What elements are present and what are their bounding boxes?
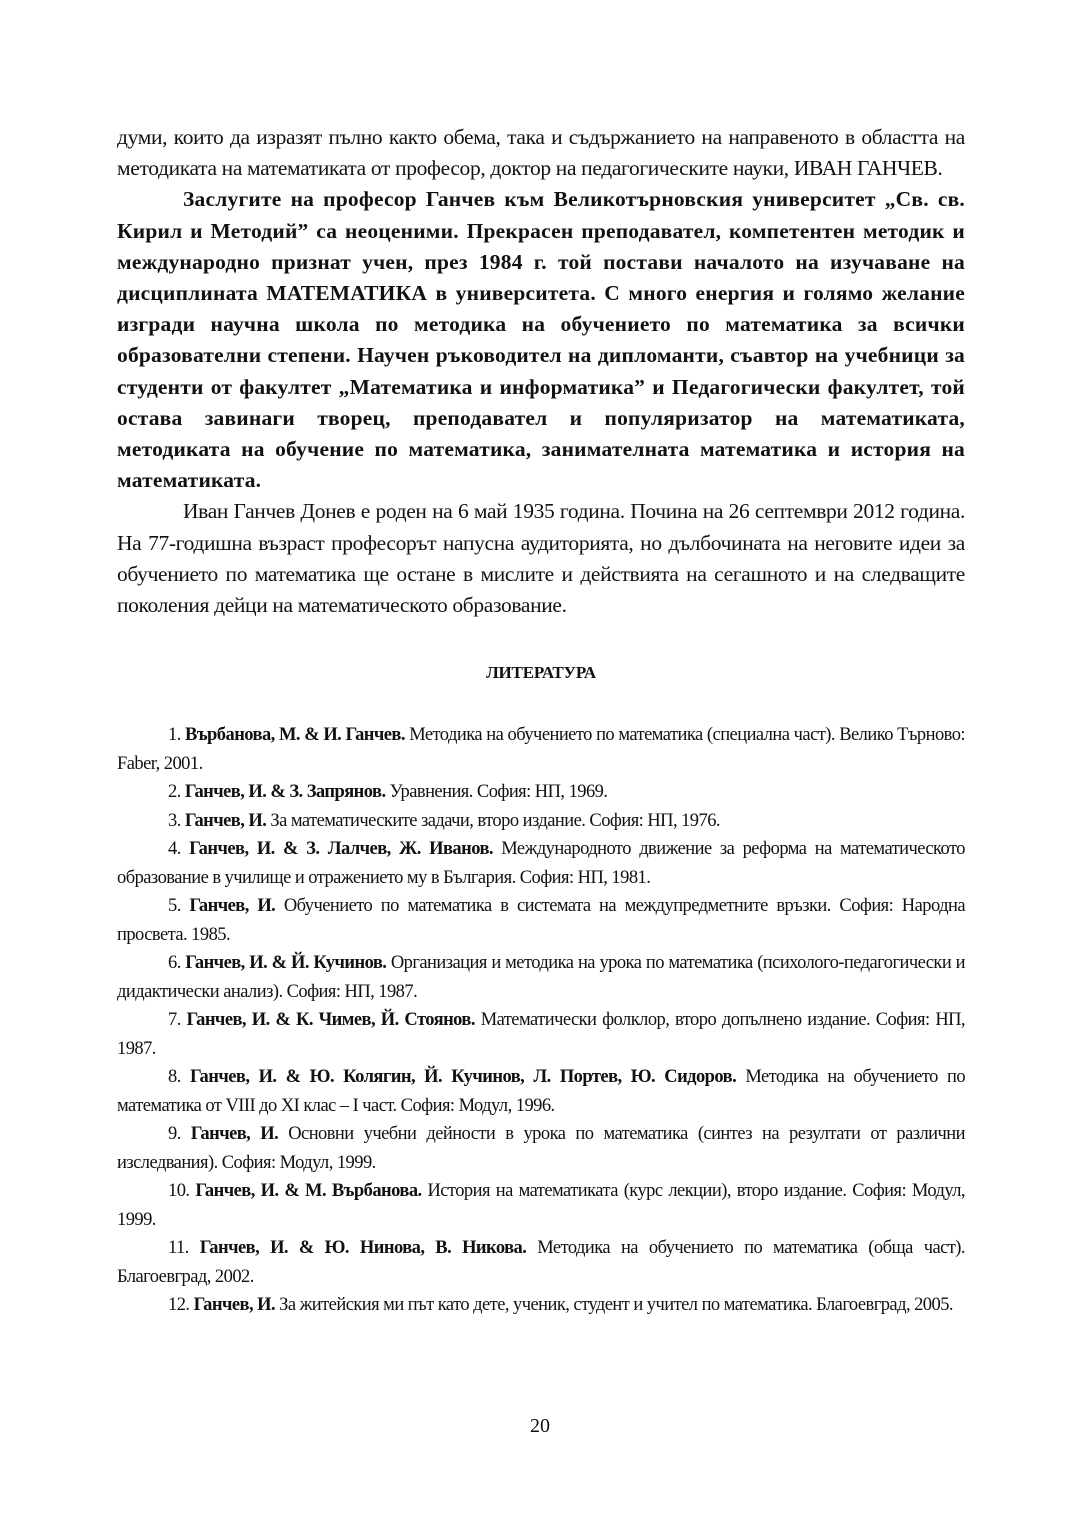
- reference-authors: Върбанова, М. & И. Ганчев.: [185, 725, 405, 746]
- reference-number: 8.: [168, 1067, 181, 1088]
- reference-number: 4.: [168, 839, 181, 860]
- reference-authors: Ганчев, И. & М. Върбанова.: [195, 1181, 422, 1202]
- reference-item: [117, 721, 965, 778]
- reference-details: История на математиката (курс лекции), второ издание. София: Модул, 1999.: [117, 1181, 966, 1230]
- reference-details: Основни учебни дейности в урока по математика (синтез на резултати от различни изследвания). София: Модул, 1999.: [117, 1124, 965, 1173]
- reference-number: 12.: [168, 1295, 190, 1316]
- paragraph-intro: думи, които да изразят пълно както обема, така и съдържанието на направеното в областта на методиката на математиката от професор, доктор на педагогическите науки, ИВАН ГАНЧЕВ.: [117, 125, 965, 181]
- reference-authors: Ганчев, И. & З. Запрянов.: [184, 782, 386, 803]
- reference-authors: Ганчев, И.: [190, 1124, 279, 1145]
- reference-item: [117, 1234, 965, 1291]
- literature-heading: ЛИТЕРАТУРА: [486, 663, 596, 683]
- reference-details: Обучението по математика в системата на междупредметните връзки. София: Народна просвета. 1985.: [117, 896, 965, 945]
- paragraph-biography: Иван Ганчев Донев е роден на 6 май 1935 година. Почина на 26 септември 2012 година. На 77-годишна възраст професорът напусна аудиторията, но дълбочината на неговите идеи за обучението по математика ще остане в мислите и действията на сегашното и на следващите поколения дейци на математическото образование.: [117, 499, 965, 618]
- paragraph-merits: Заслугите на професор Ганчев към Великотърновския университет „Св. св. Кирил и Методий” са неоценими. Прекрасен преподавател, компетентен методик и международно признат учен, през 1984 г. той постави началото на изучаване на дисциплината МАТЕМАТИКА в университета. С много енергия и голямо желание изгради научна школа по методика на обучението по математика за всички образователни степени. Научен ръководител на дипломанти, съавтор на учебници за студенти от факултет „Математика и информатика” и Педагогически факултет, той остава завинаги творец, преподавател и популяризатор на математиката, методиката на обучение по математика, занимателната математика и история на математиката.: [117, 187, 965, 493]
- reference-details: Уравнения. София: НП, 1969.: [389, 782, 608, 803]
- reference-number: 10.: [168, 1181, 190, 1202]
- reference-list: [117, 721, 965, 1320]
- reference-item: [117, 835, 965, 892]
- reference-authors: Ганчев, И. & З. Лалчев, Ж. Иванов.: [189, 839, 493, 860]
- reference-authors: Ганчев, И. & К. Чимев, Й. Стоянов.: [186, 1010, 475, 1031]
- reference-item: [117, 949, 965, 1006]
- reference-details: Организация и методика на урока по математика (психолого-педагогически и дидактически анализ). София: НП, 1987.: [117, 953, 966, 1002]
- reference-item: [117, 1120, 965, 1177]
- reference-authors: Ганчев, И.: [193, 1295, 276, 1316]
- reference-authors: Ганчев, И.: [184, 810, 267, 831]
- reference-item: [117, 1291, 965, 1320]
- reference-details: За житейския ми път като дете, ученик, студент и учител по математика. Благоевград, 2005.: [279, 1295, 953, 1316]
- reference-item: [117, 807, 965, 836]
- reference-number: 6.: [168, 953, 181, 974]
- reference-item: [117, 892, 965, 949]
- reference-number: 11.: [168, 1238, 189, 1259]
- reference-number: 5.: [168, 896, 181, 917]
- reference-authors: Ганчев, И.: [189, 896, 276, 917]
- reference-authors: Ганчев, И. & Й. Кучинов.: [185, 953, 387, 974]
- reference-details: Международното движение за реформа на математическото образование в училище и отражението му в България. София: НП, 1981.: [117, 839, 966, 888]
- reference-number: 3.: [168, 810, 181, 831]
- reference-number: 2.: [168, 782, 181, 803]
- reference-details: Методика на обучението по математика (специална част). Велико Търново: Faber, 2001.: [117, 725, 966, 774]
- reference-authors: Ганчев, И. & Ю. Колягин, Й. Кучинов, Л. Портев, Ю. Сидоров.: [189, 1067, 737, 1088]
- reference-item: [117, 1063, 965, 1120]
- reference-item: [117, 1177, 965, 1234]
- reference-item: [117, 778, 965, 807]
- reference-details: За математическите задачи, второ издание. София: НП, 1976.: [270, 810, 720, 831]
- reference-details: Математически фолклор, второ допълнено издание. София: НП, 1987.: [117, 1010, 966, 1059]
- reference-item: [117, 1006, 965, 1063]
- reference-authors: Ганчев, И. & Ю. Нинова, В. Никова.: [199, 1238, 527, 1259]
- reference-details: Методика на обучението по математика (обща част). Благоевград, 2002.: [117, 1238, 965, 1287]
- reference-details: Методика на обучението по математика от VIII до XI клас – I част. София: Модул, 1996.: [117, 1067, 966, 1116]
- page-content: [117, 122, 965, 1320]
- reference-number: 1.: [168, 725, 181, 746]
- page-number: 20: [530, 1415, 550, 1437]
- reference-number: 9.: [168, 1124, 181, 1145]
- reference-number: 7.: [168, 1010, 181, 1031]
